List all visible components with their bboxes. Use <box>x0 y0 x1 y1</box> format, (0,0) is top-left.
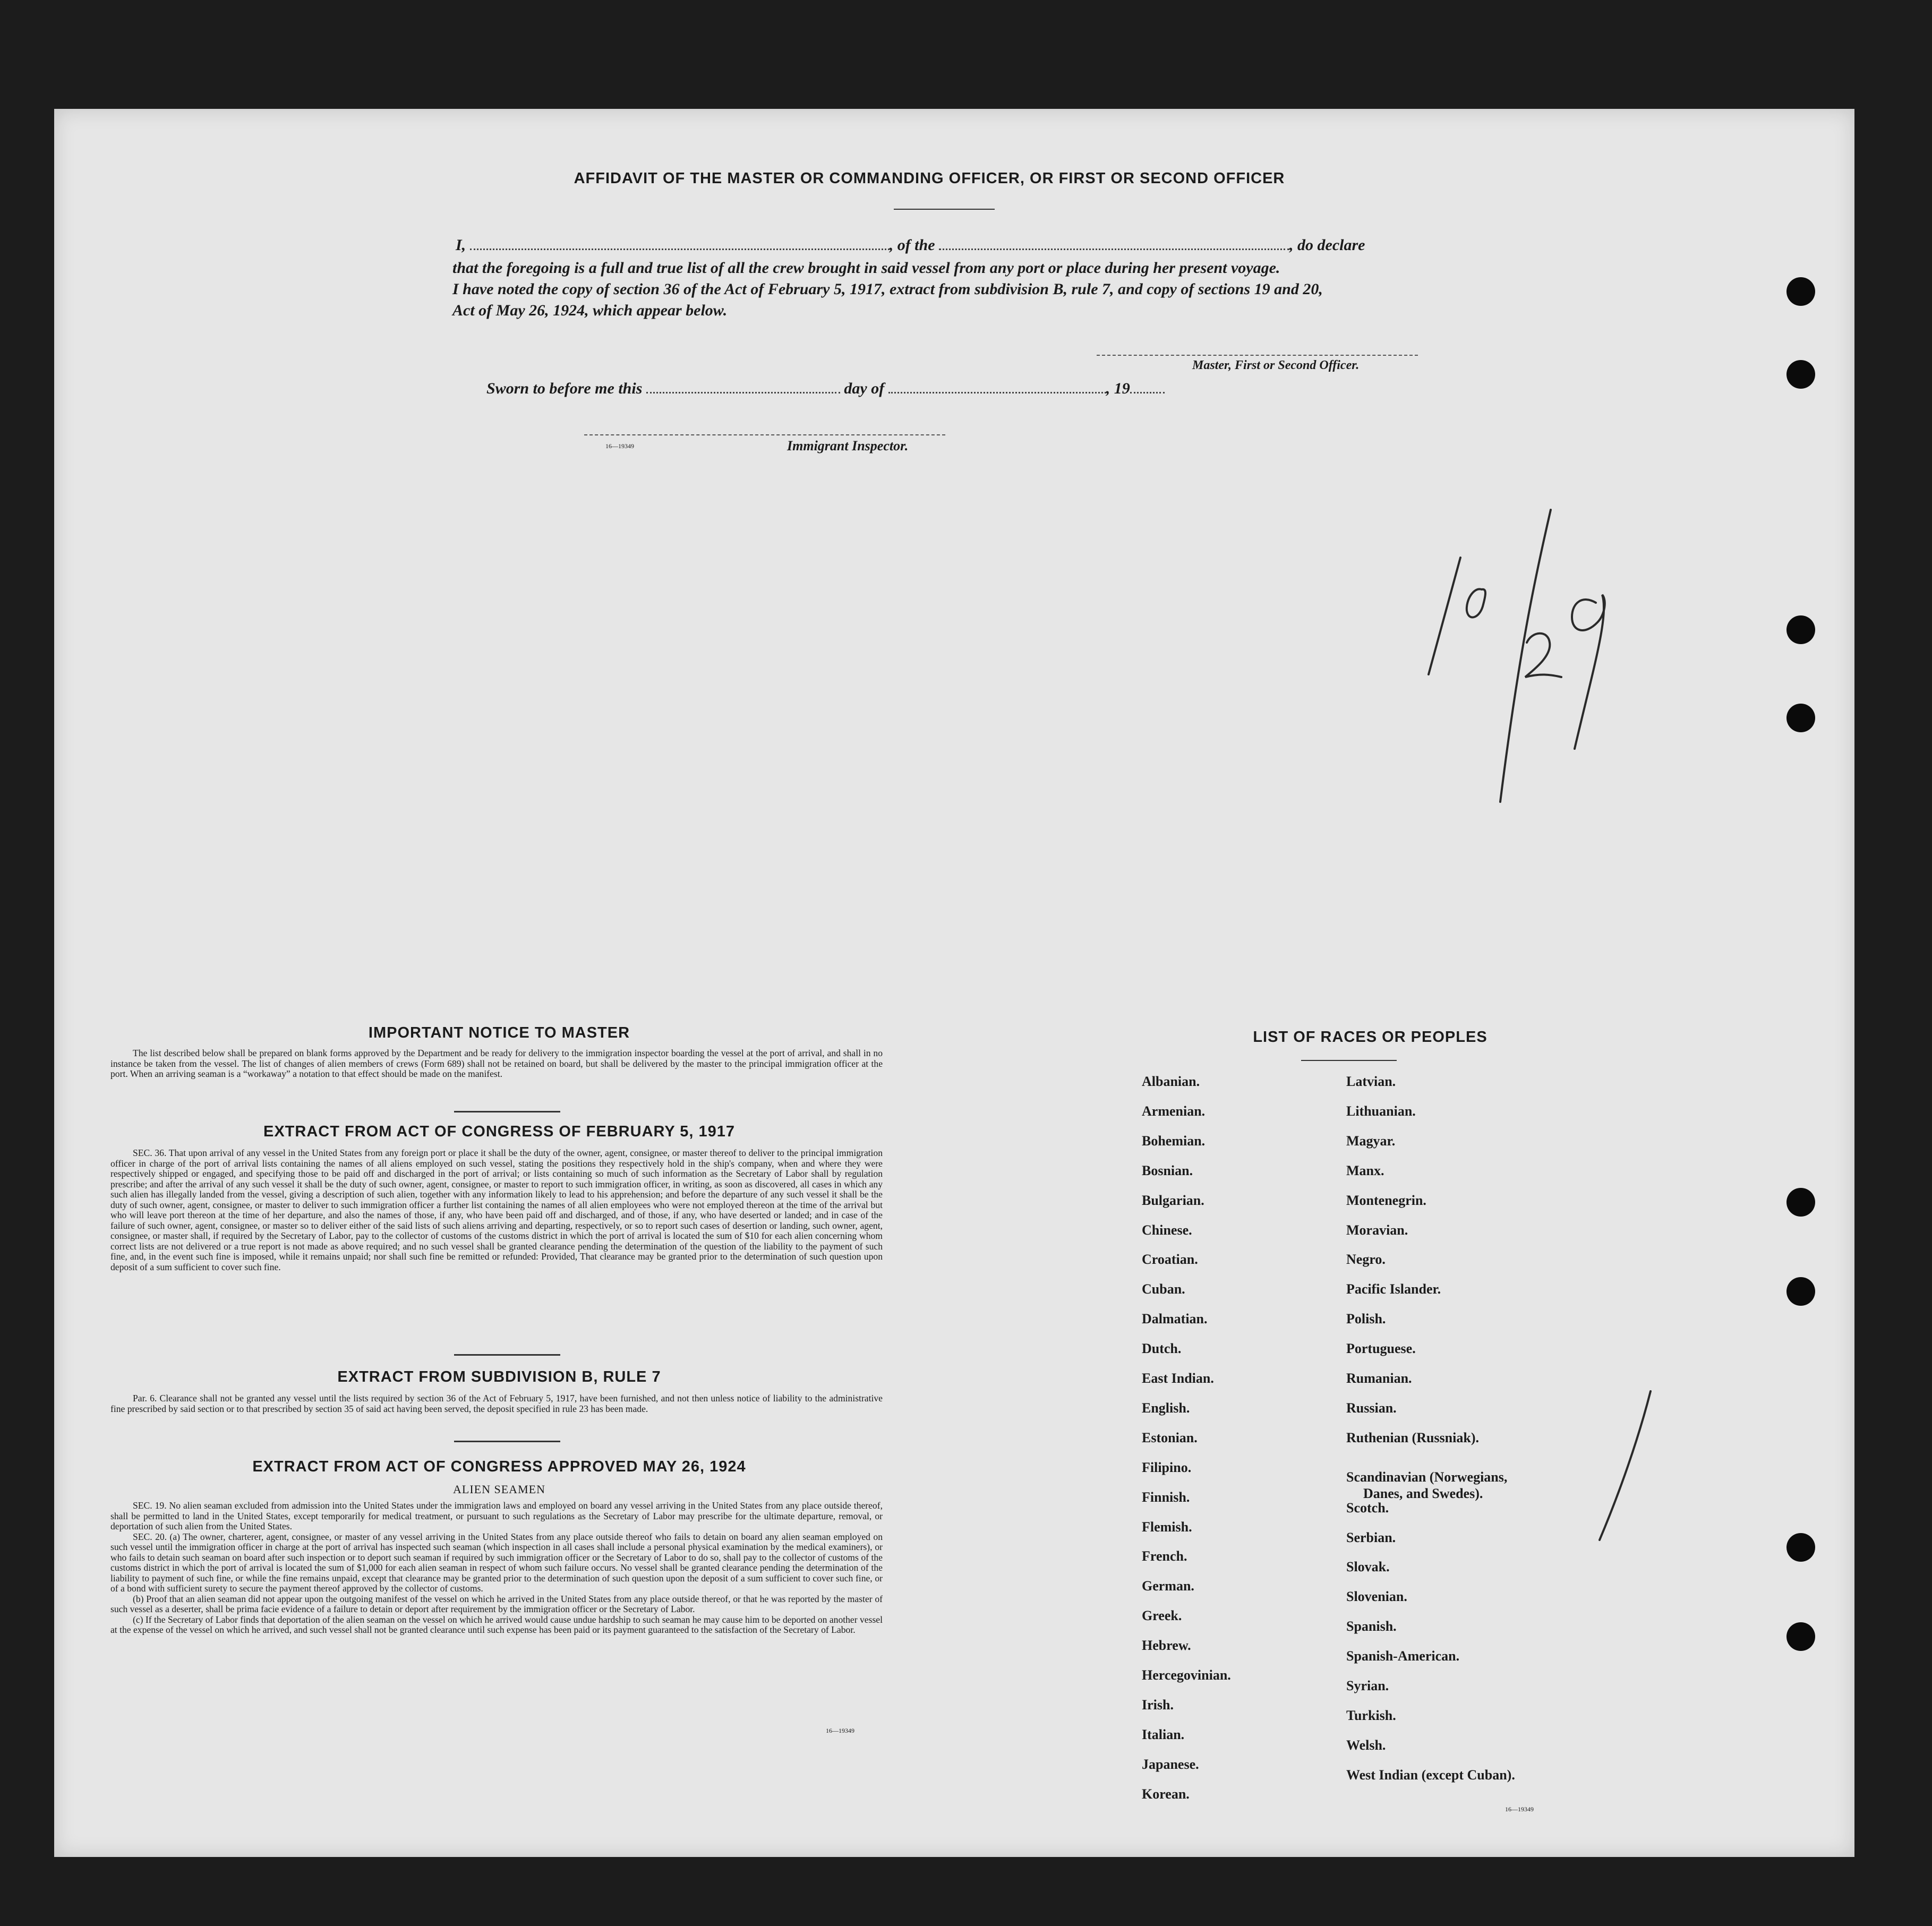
race-item: Polish. <box>1346 1311 1386 1326</box>
race-item: Negro. <box>1346 1252 1386 1267</box>
race-item: Hercegovinian. <box>1142 1667 1231 1683</box>
race-item: Spanish-American. <box>1346 1648 1460 1664</box>
section-20b-paragraph: (b) Proof that an alien seaman did not appear upon the outgoing manifest of the vessel on which he arrived in the United States from any place outside thereof, or that he was reported by the master of such vessel as a deserter, shall be prima facie evidence of a failure to detain or deport after requirement by the immigration officer or the Secretary of Labor. <box>110 1593 883 1614</box>
punch-hole <box>1786 704 1815 732</box>
race-item: East Indian. <box>1142 1371 1214 1386</box>
race-item: Flemish. <box>1142 1519 1192 1535</box>
race-item: Portuguese. <box>1346 1341 1416 1356</box>
punch-hole <box>1786 1277 1815 1306</box>
race-item: Rumanian. <box>1346 1371 1412 1386</box>
vessel-blank <box>939 237 1289 250</box>
race-item: Finnish. <box>1142 1490 1190 1505</box>
divider <box>894 209 995 210</box>
race-item: Russian. <box>1346 1400 1397 1416</box>
divider <box>454 1354 560 1356</box>
form-number: 16—19349 <box>605 442 634 450</box>
race-item: Magyar. <box>1346 1133 1396 1149</box>
race-item: Bohemian. <box>1142 1133 1206 1149</box>
par-6-paragraph: Par. 6. Clearance shall not be granted any vessel until the lists required by section 36 of the Act of February 5, 1917, have been furnished, and not then unless notice of liability to the administrative fine prescribed by said section or to that prescribed by section 35 of said act having been served, the deposit specified in rule 23 has been made. <box>110 1393 883 1414</box>
form-number: 16—19349 <box>826 1727 854 1734</box>
divider <box>454 1441 560 1442</box>
form-number: 16—19349 <box>1505 1805 1534 1813</box>
race-item: Serbian. <box>1346 1530 1396 1545</box>
name-blank <box>470 237 890 250</box>
affidavit-i: I, <box>456 236 466 254</box>
race-item: Armenian. <box>1142 1103 1206 1119</box>
race-item: Slovenian. <box>1346 1589 1407 1604</box>
race-item: Croatian. <box>1142 1252 1198 1267</box>
race-item: Welsh. <box>1346 1737 1386 1753</box>
divider <box>1301 1060 1397 1061</box>
race-item: Albanian. <box>1142 1074 1200 1089</box>
race-item: Filipino. <box>1142 1460 1192 1475</box>
section-20c-paragraph: (c) If the Secretary of Labor finds that deportation of the alien seaman on the vessel on which he arrived would cause undue hardship to such seaman he may cause him to be deported on another vessel at the expense of the vessel on which he arrived, and such vessel shall not be granted clearance until such expense has been paid or its payment guaranteed to the satisfaction of the Secretary of Labor. <box>110 1614 883 1635</box>
master-signature-line <box>1097 355 1418 356</box>
sworn-line <box>486 380 1165 398</box>
sworn-month-blank <box>888 380 1106 393</box>
handwritten-tally <box>1588 1381 1662 1551</box>
notice-text <box>110 1048 883 1080</box>
race-item: Montenegrin. <box>1346 1193 1426 1208</box>
race-item: Manx. <box>1346 1163 1384 1178</box>
race-item: Slovak. <box>1346 1559 1390 1574</box>
section-20a-paragraph: SEC. 20. (a) The owner, charterer, agent, consignee, or master of any vessel arriving in the United States from any place outside thereof who fails to detain on board any alien seaman employed on such vessel until the immigration officer in charge at the port of arrival has inspected such seaman (which inspection in all cases shall include a personal physical examination by the medical examiners), or who fails to detain such seaman on board after such inspection or to deport such seaman if required by such immigration officer or the Secretary of Labor to do so, shall pay to the collector of customs of the customs district in which the port of arrival is located the sum of $1,000 for each alien seaman in respect of whom such failure occurs. No vessel shall be granted clearance pending the determination of the liability to payment of such fine, or while the fine remains unpaid, except that clearance may be granted prior to the determination of such question upon the deposit of a sum sufficient to cover such fine, or of a bond with sufficient surety to secure the payment thereof approved by the collector of customs. <box>110 1531 883 1594</box>
race-item: Japanese. <box>1142 1757 1199 1772</box>
extract-1924-text <box>110 1501 883 1636</box>
notice-paragraph: The list described below shall be prepared on blank forms approved by the Department and be ready for delivery to the immigration inspector boarding the vessel at the port of arrival, and shall in no instance be taken from the vessel. The list of changes of alien members of crews (Form 689) shall not be retained on board, but shall be delivered by the master to the principal immigration officer at the port. When an arriving seaman is a “workaway” a notation to that effect should be made on the manifest. <box>110 1048 883 1079</box>
race-item: Ruthenian (Russniak). <box>1346 1430 1479 1445</box>
divider <box>454 1111 560 1112</box>
affidavit-line-2: that the foregoing is a full and true list of all the crew brought in said vessel from any port or place during her present voyage. <box>452 259 1280 277</box>
punch-hole <box>1786 360 1815 389</box>
race-item: Dalmatian. <box>1142 1311 1208 1326</box>
extract-1924-title: EXTRACT FROM ACT OF CONGRESS APPROVED MAY 26, 1924 <box>252 1458 746 1475</box>
race-item: Bulgarian. <box>1142 1193 1204 1208</box>
extract-rule7-title: EXTRACT FROM SUBDIVISION B, RULE 7 <box>337 1368 661 1385</box>
section-36-paragraph: SEC. 36. That upon arrival of any vessel in the United States from any foreign port or place it shall be the duty of the owner, agent, consignee, or master thereof to deliver to the principal immigration officer in charge of the port of arrival lists containing the names of all aliens employed on such vessel, stating the positions they respectively hold in the ship's company, when and where they were respectively shipped or engaged, and specifying those to be paid off and discharged in the port of arrival; or lists containing so much of such information as the Secretary of Labor shall by regulation prescribe; and after the arrival of any such vessel it shall be the duty of such owner, agent, consignee, or master to report to such immigration officer, in writing, as soon as discovered, all cases in which any such alien has illegally landed from the vessel, giving a description of such alien, together with any information likely to lead to his apprehension; and before the departure of any such vessel it shall be the duty of such owner, agent, consignee, or master to deliver to such immigration officer a further list containing the names of all alien employees who were not employed thereon at the time of the arrival but who will leave port thereon at the time of her departure, and also the names of those, if any, who have been paid off and discharged, and of those, if any, who have deserted or landed; and in case of the failure of such owner, agent, consignee, or master so to deliver either of the said lists of such aliens arriving and departing, respectively, or so to report such cases of desertion or landing, such owner, agent, consignee, or master shall, if required by the Secretary of Labor, pay to the collector of customs of the customs district in which the port of arrival is located the sum of $10 for each alien concerning whom correct lists are not delivered or a true report is not made as above required; and no such vessel shall be granted clearance pending the determination of the question of the liability to the payment of such fine, and, in the event such fine is imposed, while it remains unpaid; nor shall such fine be remitted or refunded: Provided, That clearance may be granted prior to the determination of such question upon deposit of a sum sufficient to cover such fine. <box>110 1148 883 1272</box>
affidavit-of-the: , of the <box>889 236 935 254</box>
punch-hole <box>1786 1533 1815 1562</box>
race-item: Chinese. <box>1142 1222 1192 1238</box>
race-item: Pacific Islander. <box>1346 1281 1441 1297</box>
race-item: Italian. <box>1142 1727 1185 1742</box>
sworn-year-blank <box>1130 380 1165 393</box>
race-item: Bosnian. <box>1142 1163 1193 1178</box>
race-item: Turkish. <box>1346 1708 1396 1723</box>
extract-1917-title: EXTRACT FROM ACT OF CONGRESS OF FEBRUARY 5, 1917 <box>263 1123 736 1140</box>
inspector-signature-line <box>584 434 945 435</box>
race-item: Korean. <box>1142 1786 1190 1802</box>
punch-hole <box>1786 1622 1815 1651</box>
sworn-year: , 19 <box>1106 380 1130 397</box>
sworn-prefix: Sworn to before me this <box>486 380 643 397</box>
section-19-paragraph: SEC. 19. No alien seaman excluded from admission into the United States under the immigration laws and employed on board any vessel arriving in the United States from any place outside thereof, shall be permitted to land in the United States, except temporarily for medical treatment, or pursuant to such regulations as the Secretary of Labor may prescribe for the ultimate departure, removal, or deportation of such alien from the United States. <box>110 1500 883 1531</box>
race-item: Lithuanian. <box>1346 1103 1416 1119</box>
race-item: Estonian. <box>1142 1430 1198 1445</box>
race-item: Cuban. <box>1142 1281 1185 1297</box>
race-item: Dutch. <box>1142 1341 1182 1356</box>
race-item: Irish. <box>1142 1697 1174 1713</box>
sworn-day-blank <box>646 380 840 393</box>
alien-seamen-subtitle: ALIEN SEAMEN <box>453 1483 545 1496</box>
race-item: Scandinavian (Norwegians, <box>1346 1469 1508 1485</box>
race-item: Hebrew. <box>1142 1638 1191 1653</box>
race-item: Danes, and Swedes). <box>1363 1486 1483 1501</box>
race-item: Spanish. <box>1346 1619 1397 1634</box>
race-item: Moravian. <box>1346 1222 1408 1238</box>
races-title: LIST OF RACES OR PEOPLES <box>1253 1029 1488 1046</box>
handwritten-date <box>1413 494 1731 823</box>
extract-1917-text <box>110 1148 883 1272</box>
race-item: West Indian (except Cuban). <box>1346 1767 1515 1783</box>
race-item: Latvian. <box>1346 1074 1396 1089</box>
affidavit-line-4: Act of May 26, 1924, which appear below. <box>452 302 728 319</box>
inspector-label: Immigrant Inspector. <box>787 438 909 453</box>
affidavit-title: AFFIDAVIT OF THE MASTER OR COMMANDING OFFICER, OR FIRST OR SECOND OFFICER <box>574 170 1285 187</box>
race-item: English. <box>1142 1400 1190 1416</box>
extract-rule7-text <box>110 1393 883 1414</box>
punch-hole <box>1786 1188 1815 1217</box>
sworn-day-of: day of <box>844 380 885 397</box>
race-item: Scotch. <box>1346 1500 1389 1516</box>
race-item: Syrian. <box>1346 1678 1389 1693</box>
punch-hole <box>1786 277 1815 306</box>
affidavit-line-3: I have noted the copy of section 36 of the Act of February 5, 1917, extract from subdivision B, rule 7, and copy of sections 19 and 20, <box>452 280 1323 298</box>
master-label: Master, First or Second Officer. <box>1192 358 1360 372</box>
notice-title: IMPORTANT NOTICE TO MASTER <box>368 1024 630 1041</box>
punch-hole <box>1786 615 1815 644</box>
affidavit-declare: , do declare <box>1289 236 1365 254</box>
race-item: French. <box>1142 1548 1187 1564</box>
race-item: Greek. <box>1142 1608 1182 1623</box>
affidavit-line-1 <box>456 236 1365 254</box>
race-item: German. <box>1142 1578 1194 1594</box>
